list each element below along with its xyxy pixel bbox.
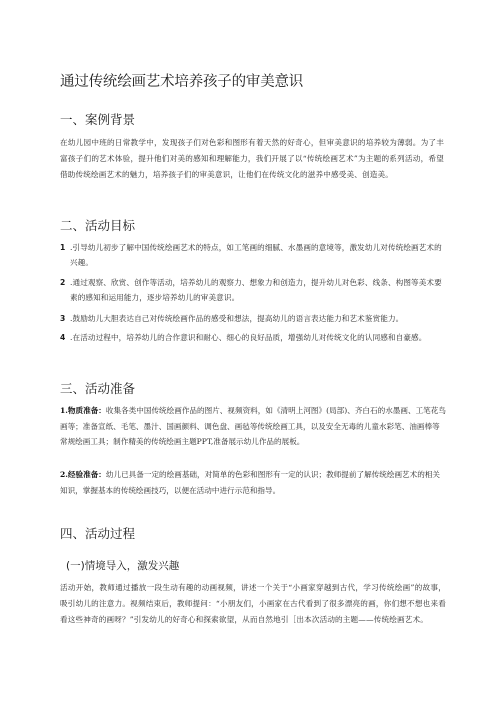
goal-item-1 bbox=[60, 240, 446, 270]
goal-text: .通过观察、欣赏、创作等活动，培养幼儿的观察力、想象力和创造力，提升幼儿对色彩、线条、构图等美术要素的感知和运用能力，逐步培养幼儿的审美意识。 bbox=[70, 278, 442, 302]
goal-number: 4 bbox=[60, 333, 66, 342]
prep-text: 收集各类中国传统绘画作品的图片、视频资料，如《清明上河图》(局部)、齐白石的水墨画、工笔花鸟画等；准备宣纸、毛笔、墨汁、国画颜料、调色盘、画毡等传统绘画工具，以及安全无毒的儿童水彩笔、油画棒等常规绘画工具；制作精美的传统绘画主题PPT,准备展示幼儿作品的展板。 bbox=[60, 406, 446, 446]
background-paragraph: 在幼儿园中班的日常教学中，发现孩子们对色彩和图形有着天然的好奇心，但审美意识的培养较为薄弱。为了丰富孩子们的艺术体验，提升他们对美的感知和理解能力，我们开展了以“传统绘画艺术”为主题的系列活动，希望借助传统绘画艺术的魅力，培养孩子们的审美意识，让他们在传统文化的滋养中感受美、创造美。 bbox=[60, 138, 444, 179]
document-title: 通过传统绘画艺术培养孩子的审美意识 bbox=[60, 74, 304, 90]
subsection-heading-intro: (一)情境导入，激发兴趣 bbox=[66, 560, 180, 572]
prep-label: 2.经验准备： bbox=[60, 470, 106, 479]
section-heading-goals: 二、活动目标 bbox=[60, 218, 136, 233]
section-heading-background: 一、案例背景 bbox=[60, 112, 136, 127]
section-heading-process: 四、活动过程 bbox=[60, 526, 136, 541]
prep-text: 幼儿已具备一定的绘画基础，对简单的色彩和图形有一定的认识；教师提前了解传统绘画艺术的相关知识，掌握基本的传统绘画技巧，以便在活动中进行示范和指导。 bbox=[60, 470, 441, 495]
goal-text: .在活动过程中，培养幼儿的合作意识和耐心、细心的良好品质，增强幼儿对传统文化的认同感和自豪感。 bbox=[70, 333, 427, 342]
prep-item-experience bbox=[60, 467, 446, 498]
section-heading-preparation: 三、活动准备 bbox=[60, 381, 136, 396]
goal-text: .鼓励幼儿大胆表达自己对传统绘画作品的感受和想法，提高幼儿的语言表达能力和艺术鉴赏能力。 bbox=[70, 314, 404, 323]
goal-number: 3 bbox=[60, 314, 66, 323]
goal-item-4 bbox=[60, 330, 446, 345]
goal-text: .引导幼儿初步了解中国传统绘画艺术的特点，如工笔画的细腻、水墨画的意境等，激发幼儿对传统绘画艺术的兴趣。 bbox=[70, 243, 442, 267]
goal-number: 1 bbox=[60, 243, 66, 252]
prep-item-material bbox=[60, 403, 446, 450]
goal-item-3 bbox=[60, 311, 446, 326]
intro-paragraph: 活动开始，教师通过播放一段生动有趣的动画视频，讲述一个关于“小画家穿越到古代，学习传统绘画”的故事，吸引幼儿的注意力。视频结束后，教师提问：“小朋友们，小画家在古代看到了很多漂亮的画，你们想不想也来看看这些神奇的画呀？”引发幼儿的好奇心和探索欲望，从而自然地引［出本次活动的主题——传统绘画艺术。 bbox=[60, 583, 446, 624]
prep-label: 1.物质准备： bbox=[60, 406, 106, 415]
goal-number: 2 bbox=[60, 278, 66, 287]
goal-item-2 bbox=[60, 275, 446, 305]
